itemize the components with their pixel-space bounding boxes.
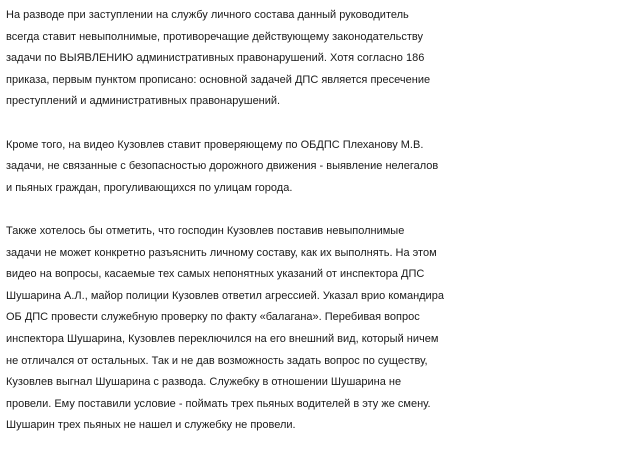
text-line: не отличался от остальных. Так и не дав возможность задать вопрос по существу,	[6, 354, 428, 367]
text-line: задачи не может конкретно разъяснить личному составу, как их выполнять. На этом	[6, 246, 437, 259]
text-line: Шушарина А.Л., майор полиции Кузовлев ответил агрессией. Указал врио командира	[6, 289, 444, 302]
text-line: ОБ ДПС провести служебную проверку по факту «балагана». Перебивая вопрос	[6, 311, 420, 324]
text-line: видео на вопросы, касаемые тех самых непонятных указаний от инспектора ДПС	[6, 268, 425, 281]
article-body	[6, 5, 618, 437]
text-line: Также хотелось бы отметить, что господин Кузовлев поставив невыполнимые	[6, 224, 405, 237]
text-line: Кузовлев выгнал Шушарина с развода. Служебку в отношении Шушарина не	[6, 376, 402, 389]
text-line: инспектора Шушарина, Кузовлев переключился на его внешний вид, который ничем	[6, 332, 439, 345]
text-line: На разводе при заступлении на службу личного состава данный руководитель	[6, 9, 409, 21]
text-line: приказа, первым пунктом прописано: основной задачей ДПС является пресечение	[6, 73, 431, 86]
text-line: преступлений и административных правонарушений.	[6, 95, 281, 108]
text-line: всегда ставит невыполнимые, противоречащие действующему законодательству	[6, 30, 424, 43]
text-line: Кроме того, на видео Кузовлев ставит проверяющему по ОБДПС Плеханову М.В.	[6, 138, 424, 151]
paragraph-2	[6, 135, 618, 200]
text-line: задачи по ВЫЯВЛЕНИЮ административных правонарушений. Хотя согласно 186	[6, 52, 425, 65]
paragraph-3	[6, 221, 618, 437]
text-line: Шушарин трех пьяных не нашел и служебку не провели.	[6, 419, 296, 432]
text-line: задачи, не связанные с безопасностью дорожного движения - выявление нелегалов	[6, 160, 439, 173]
paragraph-1	[6, 5, 618, 113]
text-line: провели. Ему поставили условие - поймать трех пьяных водителей в эту же смену.	[6, 397, 431, 410]
text-line: и пьяных граждан, прогуливающихся по улицам города.	[6, 181, 293, 194]
